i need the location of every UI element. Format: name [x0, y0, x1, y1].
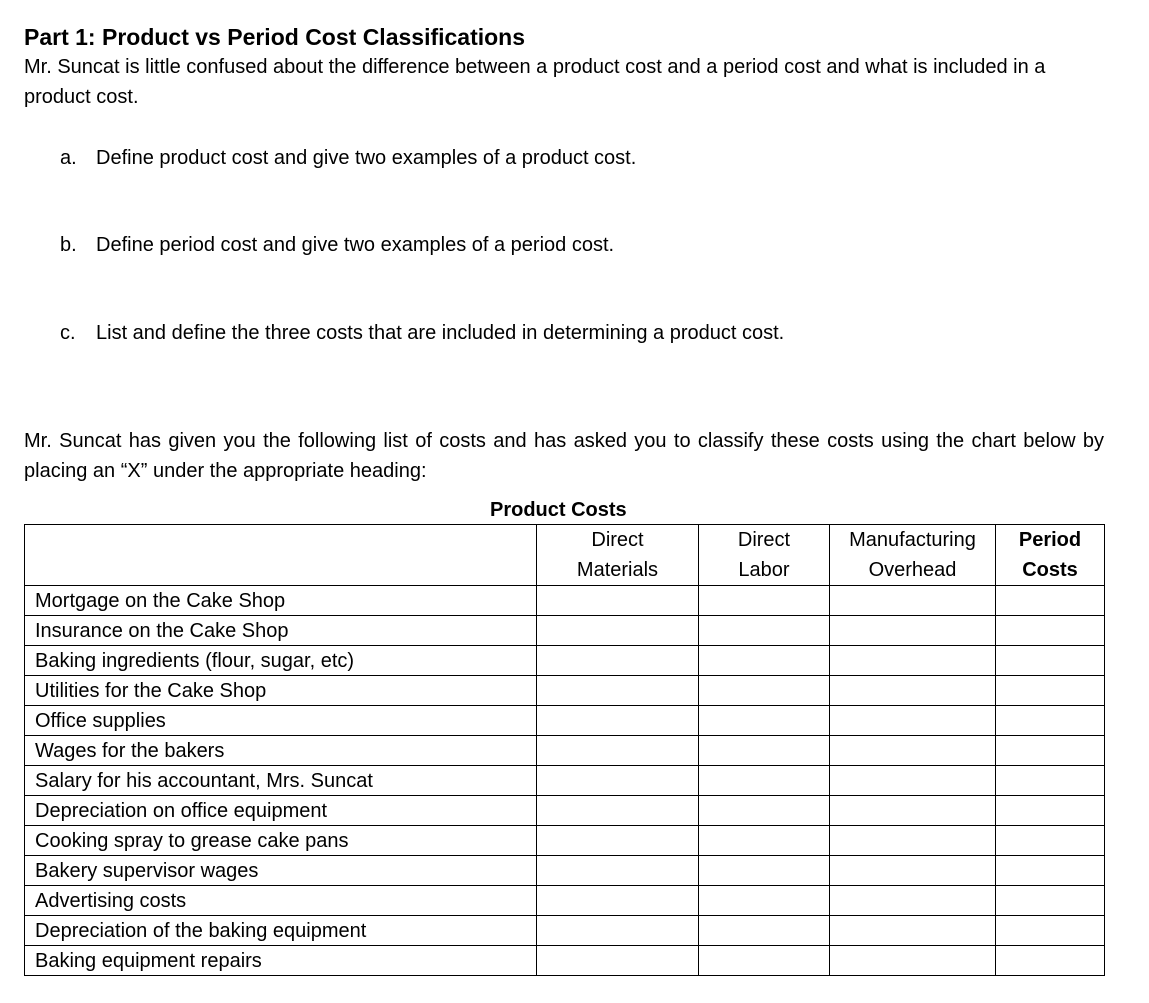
answer-cell-manufacturing-overhead[interactable]: [830, 916, 996, 946]
instruction-paragraph: Mr. Suncat has given you the following list of costs and has asked you to classify these costs using the chart below by placing an “X” under the appropriate heading:: [24, 430, 1104, 482]
table-row: [25, 916, 1105, 946]
table-row: [25, 616, 1105, 646]
question-b: [60, 231, 614, 259]
table-row: [25, 766, 1105, 796]
answer-cell-direct-materials[interactable]: [537, 766, 699, 796]
answer-cell-direct-materials[interactable]: [537, 736, 699, 766]
answer-cell-direct-labor[interactable]: [699, 736, 830, 766]
answer-cell-direct-labor[interactable]: [699, 796, 830, 826]
column-header-period-costs: Period Costs: [996, 525, 1105, 586]
answer-cell-direct-materials[interactable]: [537, 676, 699, 706]
cost-item-label: Depreciation of the baking equipment: [25, 916, 537, 946]
answer-cell-period-costs[interactable]: [996, 796, 1105, 826]
answer-cell-manufacturing-overhead[interactable]: [830, 676, 996, 706]
cost-item-label: Wages for the bakers: [25, 736, 537, 766]
table-row: [25, 676, 1105, 706]
answer-cell-direct-materials[interactable]: [537, 586, 699, 616]
answer-cell-manufacturing-overhead[interactable]: [830, 616, 996, 646]
answer-cell-direct-labor[interactable]: [699, 886, 830, 916]
cost-item-label: Salary for his accountant, Mrs. Suncat: [25, 766, 537, 796]
answer-cell-direct-labor[interactable]: [699, 706, 830, 736]
answer-cell-direct-labor[interactable]: [699, 646, 830, 676]
table-row: [25, 946, 1105, 976]
column-header-manufacturing-overhead: Manufacturing Overhead: [830, 525, 996, 586]
answer-cell-direct-materials[interactable]: [537, 616, 699, 646]
answer-cell-manufacturing-overhead[interactable]: [830, 736, 996, 766]
answer-cell-direct-materials[interactable]: [537, 646, 699, 676]
table-row: [25, 856, 1105, 886]
answer-cell-direct-materials[interactable]: [537, 856, 699, 886]
table-row: [25, 886, 1105, 916]
page-title: Part 1: Product vs Period Cost Classifications: [24, 24, 526, 50]
answer-cell-manufacturing-overhead[interactable]: [830, 946, 996, 976]
table-row: [25, 796, 1105, 826]
answer-cell-period-costs[interactable]: [996, 886, 1105, 916]
answer-cell-direct-materials[interactable]: [537, 706, 699, 736]
answer-cell-period-costs[interactable]: [996, 616, 1105, 646]
cost-item-label: Utilities for the Cake Shop: [25, 676, 537, 706]
answer-cell-direct-labor[interactable]: [699, 916, 830, 946]
answer-cell-manufacturing-overhead[interactable]: [830, 586, 996, 616]
answer-cell-period-costs[interactable]: [996, 676, 1105, 706]
blank-header-cell: [25, 525, 537, 586]
cost-item-label: Bakery supervisor wages: [25, 856, 537, 886]
table-row: [25, 736, 1105, 766]
answer-cell-period-costs[interactable]: [996, 646, 1105, 676]
column-header-direct-labor: Direct Labor: [699, 525, 830, 586]
table-row: [25, 826, 1105, 856]
cost-item-label: Office supplies: [25, 706, 537, 736]
worksheet-page: [24, 22, 1109, 972]
answer-cell-direct-labor[interactable]: [699, 676, 830, 706]
answer-cell-direct-labor[interactable]: [699, 616, 830, 646]
answer-cell-manufacturing-overhead[interactable]: [830, 796, 996, 826]
question-letter: c.: [60, 322, 76, 344]
answer-cell-direct-materials[interactable]: [537, 916, 699, 946]
question-text: List and define the three costs that are included in determining a product cost.: [96, 322, 785, 344]
classification-table: [24, 524, 1105, 976]
cost-item-label: Depreciation on office equipment: [25, 796, 537, 826]
answer-cell-direct-labor[interactable]: [699, 856, 830, 886]
answer-cell-period-costs[interactable]: [996, 826, 1105, 856]
cost-item-label: Cooking spray to grease cake pans: [25, 826, 537, 856]
answer-cell-period-costs[interactable]: [996, 736, 1105, 766]
cost-item-label: Mortgage on the Cake Shop: [25, 586, 537, 616]
answer-cell-direct-labor[interactable]: [699, 826, 830, 856]
answer-cell-manufacturing-overhead[interactable]: [830, 646, 996, 676]
cost-item-label: Insurance on the Cake Shop: [25, 616, 537, 646]
answer-cell-direct-labor[interactable]: [699, 946, 830, 976]
answer-cell-manufacturing-overhead[interactable]: [830, 886, 996, 916]
answer-cell-direct-labor[interactable]: [699, 766, 830, 796]
question-letter: b.: [60, 234, 77, 256]
intro-paragraph: Mr. Suncat is little confused about the difference between a product cost and a period cost and what is included in a product cost.: [24, 56, 1046, 108]
table-row: [25, 586, 1105, 616]
answer-cell-manufacturing-overhead[interactable]: [830, 766, 996, 796]
answer-cell-manufacturing-overhead[interactable]: [830, 856, 996, 886]
answer-cell-direct-labor[interactable]: [699, 586, 830, 616]
answer-cell-manufacturing-overhead[interactable]: [830, 826, 996, 856]
question-text: Define period cost and give two examples of a period cost.: [96, 234, 615, 256]
table-row: [25, 646, 1105, 676]
table-row: [25, 706, 1105, 736]
question-text: Define product cost and give two examples of a product cost.: [96, 147, 637, 169]
answer-cell-period-costs[interactable]: [996, 946, 1105, 976]
answer-cell-period-costs[interactable]: [996, 766, 1105, 796]
answer-cell-period-costs[interactable]: [996, 916, 1105, 946]
answer-cell-direct-materials[interactable]: [537, 796, 699, 826]
cost-item-label: Advertising costs: [25, 886, 537, 916]
answer-cell-period-costs[interactable]: [996, 856, 1105, 886]
answer-cell-period-costs[interactable]: [996, 586, 1105, 616]
question-letter: a.: [60, 147, 77, 169]
column-header-direct-materials: Direct Materials: [537, 525, 699, 586]
answer-cell-direct-materials[interactable]: [537, 886, 699, 916]
product-costs-heading: Product Costs: [490, 499, 627, 521]
cost-item-label: Baking ingredients (flour, sugar, etc): [25, 646, 537, 676]
answer-cell-period-costs[interactable]: [996, 706, 1105, 736]
answer-cell-manufacturing-overhead[interactable]: [830, 706, 996, 736]
answer-cell-direct-materials[interactable]: [537, 826, 699, 856]
answer-cell-direct-materials[interactable]: [537, 946, 699, 976]
question-a: [60, 144, 636, 172]
table-header-row: [25, 525, 1105, 586]
question-c: [60, 319, 784, 347]
cost-item-label: Baking equipment repairs: [25, 946, 537, 976]
